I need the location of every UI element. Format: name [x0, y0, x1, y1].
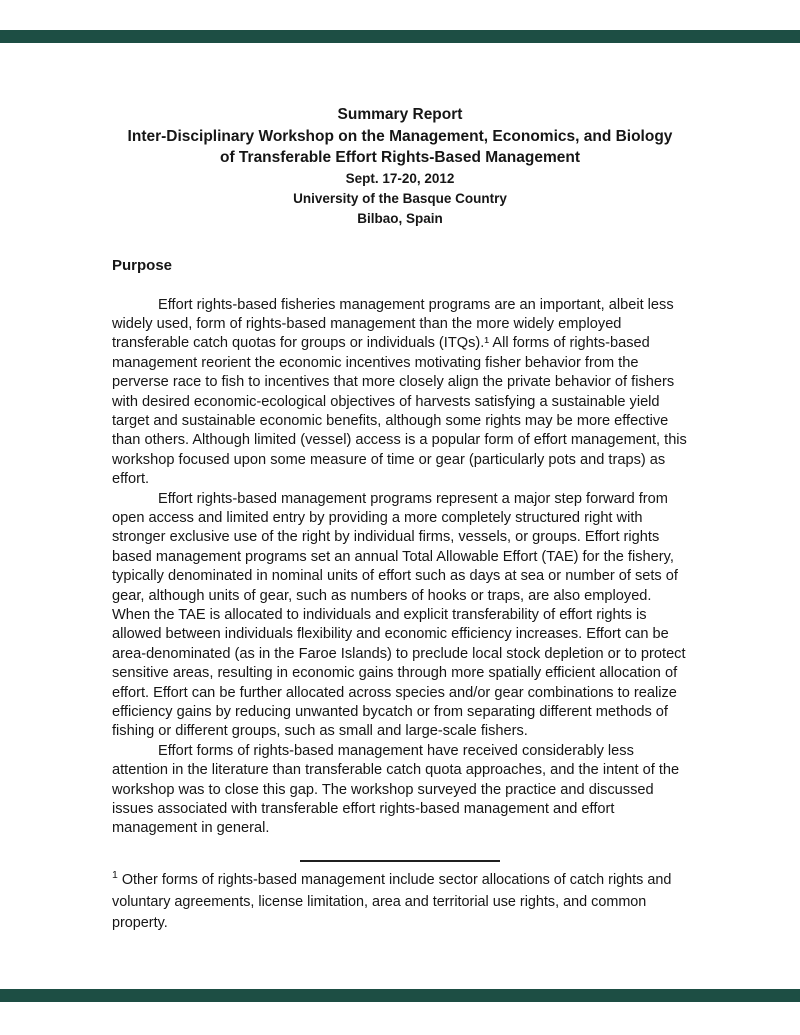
paragraph: Effort forms of rights-based management have received considerably less attention in the literature than transferable catch quota approaches, and the intent of the workshop was to close this gap. The workshop surveyed the practice and discussed issues associated with transferable effort rights-based management and effort management in general.: [112, 742, 680, 837]
body-text: [112, 296, 688, 839]
bottom-scan-bar: [0, 989, 800, 1002]
report-title: Summary Report: [337, 106, 463, 123]
workshop-title-line1: Inter-Disciplinary Workshop on the Management, Economics, and Biology: [127, 127, 673, 145]
footnote-separator: [300, 860, 500, 862]
paragraph: Effort rights-based fisheries management programs are an important, albeit less widely used, form of rights-based management than the more widely employed transferable catch quotas for groups or individuals (ITQs).¹ All forms of rights-based management reorient the economic incentives motivating fisher behavior from the perverse race to fish to incentives that more closely align the private behavior of fishers with desired economic-ecological objectives of harvests satisfying a sustainable yield target and sustainable economic benefits, although some rights may be more effective than others. Although limited (vessel) access is a popular form of effort management, this workshop focused upon some measure of time or gear (particularly pots and traps) as effort.: [112, 296, 687, 488]
footnote: [112, 870, 688, 935]
section-heading-purpose: Purpose: [112, 256, 173, 274]
workshop-location: Bilbao, Spain: [357, 210, 443, 226]
paragraph: Effort rights-based management programs represent a major step forward from open access and limited entry by providing a more completely structured right with stronger exclusive use of the right by individual firms, vessels, or groups. Effort rights based management programs set an annual Total Allowable Effort (TAE) for the fishery, typically denominated in nominal units of effort such as days at sea or number of sets of gear, although units of gear, such as numbers of hooks or traps, are also employed. When the TAE is allocated to individuals and explicit transferability of effort rights is allowed between individuals flexibility and economic efficiency increases. Effort can be area-denominated (as in the Faroe Islands) to preclude local stock depletion or to protect sensitive areas, resulting in economic gains through more spatially efficient allocation of effort. Effort can be further allocated across species and/or gear combinations to realize efficiency gains by reducing unwanted bycatch or from separating different methods of fishing or different groups, such as small and large-scale fishers.: [112, 490, 686, 740]
workshop-title-line2: of Transferable Effort Rights-Based Management: [219, 149, 580, 166]
workshop-institution: University of the Basque Country: [293, 190, 507, 206]
document-content: [112, 104, 688, 935]
workshop-date: Sept. 17-20, 2012: [345, 170, 455, 186]
title-block: [112, 104, 688, 229]
top-scan-bar: [0, 30, 800, 43]
footnote-text: Other forms of rights-based management include sector allocations of catch rights and voluntary agreements, license limitation, area and territorial use rights, and common property.: [112, 871, 672, 932]
footnote-marker: 1: [112, 869, 118, 882]
